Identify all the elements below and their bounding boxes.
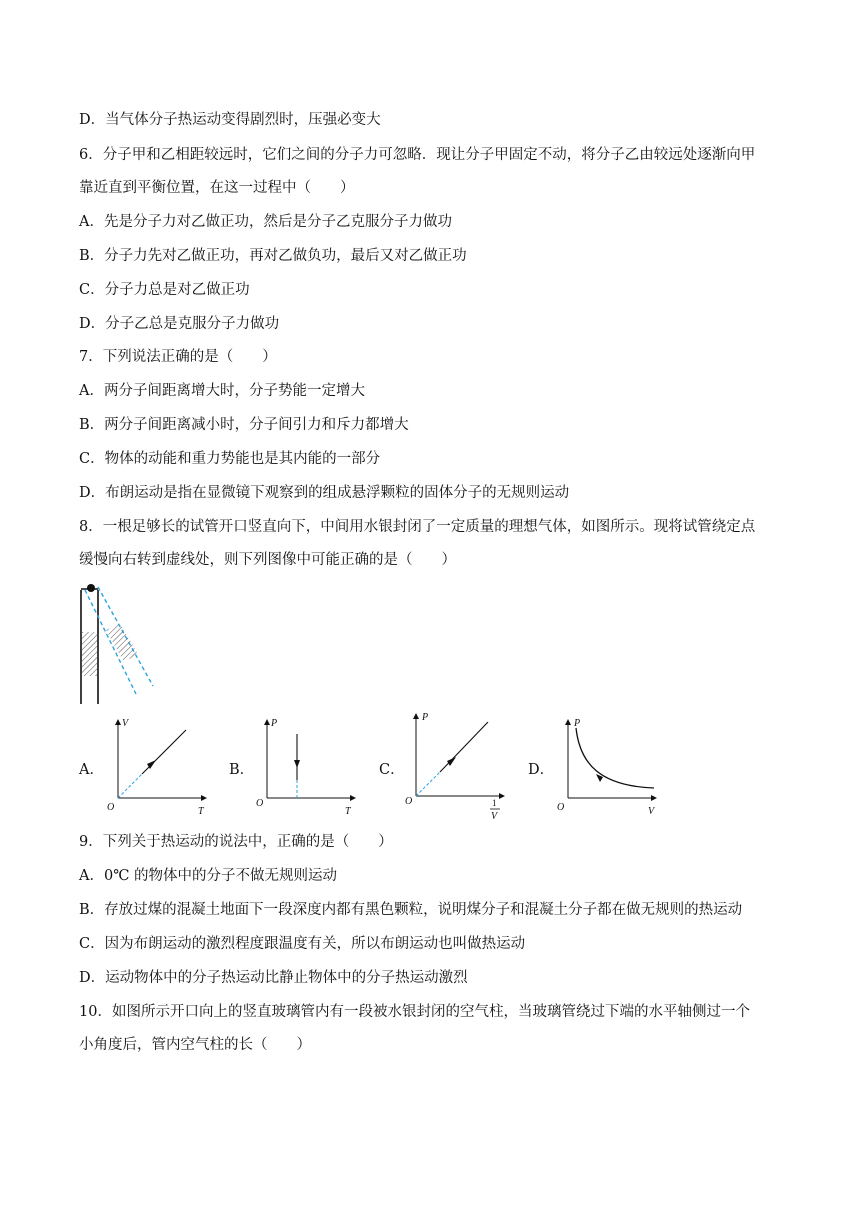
q6-stem-line1: 6．分子甲和乙相距较远时，它们之间的分子力可忽略．现让分子甲固定不动，将分子乙由较远处逐渐向甲: [79, 147, 756, 163]
pivot-point: [87, 584, 95, 592]
q10-stem-line1: 10．如图所示开口向上的竖直玻璃管内有一段被水银封闭的空气柱，当玻璃管绕过下端的水平轴侧过一个: [79, 1004, 750, 1020]
graph-d-origin: O: [557, 802, 565, 813]
q8-stem-line2: 缓慢向右转到虚线处，则下列图像中可能正确的是（ ）: [79, 552, 456, 568]
graph-b-y-label: P: [271, 718, 278, 729]
graph-b: [255, 714, 365, 820]
q6-option-a: A．先是分子力对乙做正功，然后是分子乙克服分子力做功: [79, 214, 452, 230]
q7-stem: 7．下列说法正确的是（ ）: [79, 349, 277, 365]
q7-option-c: C．物体的动能和重力势能也是其内能的一部分: [79, 451, 381, 467]
graph-a-x-label: T: [198, 806, 204, 817]
q9-option-a: A．0℃ 的物体中的分子不做无规则运动: [79, 868, 338, 884]
q10-stem-line2: 小角度后，管内空气柱的长（ ）: [79, 1037, 311, 1053]
q6-option-c: C．分子力总是对乙做正功: [79, 282, 250, 298]
graph-a-y-label: V: [122, 718, 129, 729]
q7-option-b: B．两分子间距离减小时，分子间引力和斥力都增大: [79, 417, 409, 433]
graph-d-y-label: P: [574, 718, 581, 729]
q7-option-a: A．两分子间距离增大时，分子势能一定增大: [79, 383, 365, 399]
graph-d: [556, 714, 666, 820]
q9-option-b: B．存放过煤的混凝土地面下一段深度内都有黑色颗粒，说明煤分子和混凝土分子都在做无规则的热运动: [79, 902, 743, 918]
mercury-column: [82, 632, 97, 676]
graph-c-x-num: 1: [492, 798, 497, 808]
graph-b-origin: O: [256, 798, 264, 809]
q7-option-d: D．布朗运动是指在显微镜下观察到的组成悬浮颗粒的固体分子的无规则运动: [79, 485, 570, 501]
q8-stem-line1: 8．一根足够长的试管开口竖直向下，中间用水银封闭了一定质量的理想气体，如图所示。现将试管绕定点: [79, 519, 756, 535]
q6-stem-line2: 靠近直到平衡位置，在这一过程中（ ）: [79, 180, 355, 196]
q8-option-d-label: D．: [528, 762, 555, 778]
q8-option-b-label: B．: [229, 762, 255, 778]
graph-a: [106, 714, 216, 820]
graph-c-x-den: V: [491, 811, 498, 822]
graph-c-y-label: P: [422, 712, 429, 723]
test-tube-figure: [76, 582, 158, 708]
graph-d-x-label: V: [648, 806, 655, 817]
q9-stem: 9．下列关于热运动的说法中，正确的是（ ）: [79, 834, 393, 850]
graph-c-origin: O: [405, 796, 413, 807]
q6-option-d: D．分子乙总是克服分子力做功: [79, 316, 280, 332]
q8-option-c-label: C．: [379, 762, 405, 778]
q6-option-b: B．分子力先对乙做正功，再对乙做负功，最后又对乙做正功: [79, 248, 467, 264]
graph-c: [404, 708, 514, 824]
q9-option-c: C．因为布朗运动的激烈程度跟温度有关，所以布朗运动也叫做热运动: [79, 936, 526, 952]
q8-option-a-label: A．: [79, 762, 104, 778]
graph-b-x-label: T: [345, 806, 351, 817]
q9-option-d: D．运动物体中的分子热运动比静止物体中的分子热运动激烈: [79, 970, 468, 986]
graph-a-origin: O: [107, 802, 115, 813]
q5-option-d: D．当气体分子热运动变得剧烈时，压强必变大: [79, 112, 381, 128]
